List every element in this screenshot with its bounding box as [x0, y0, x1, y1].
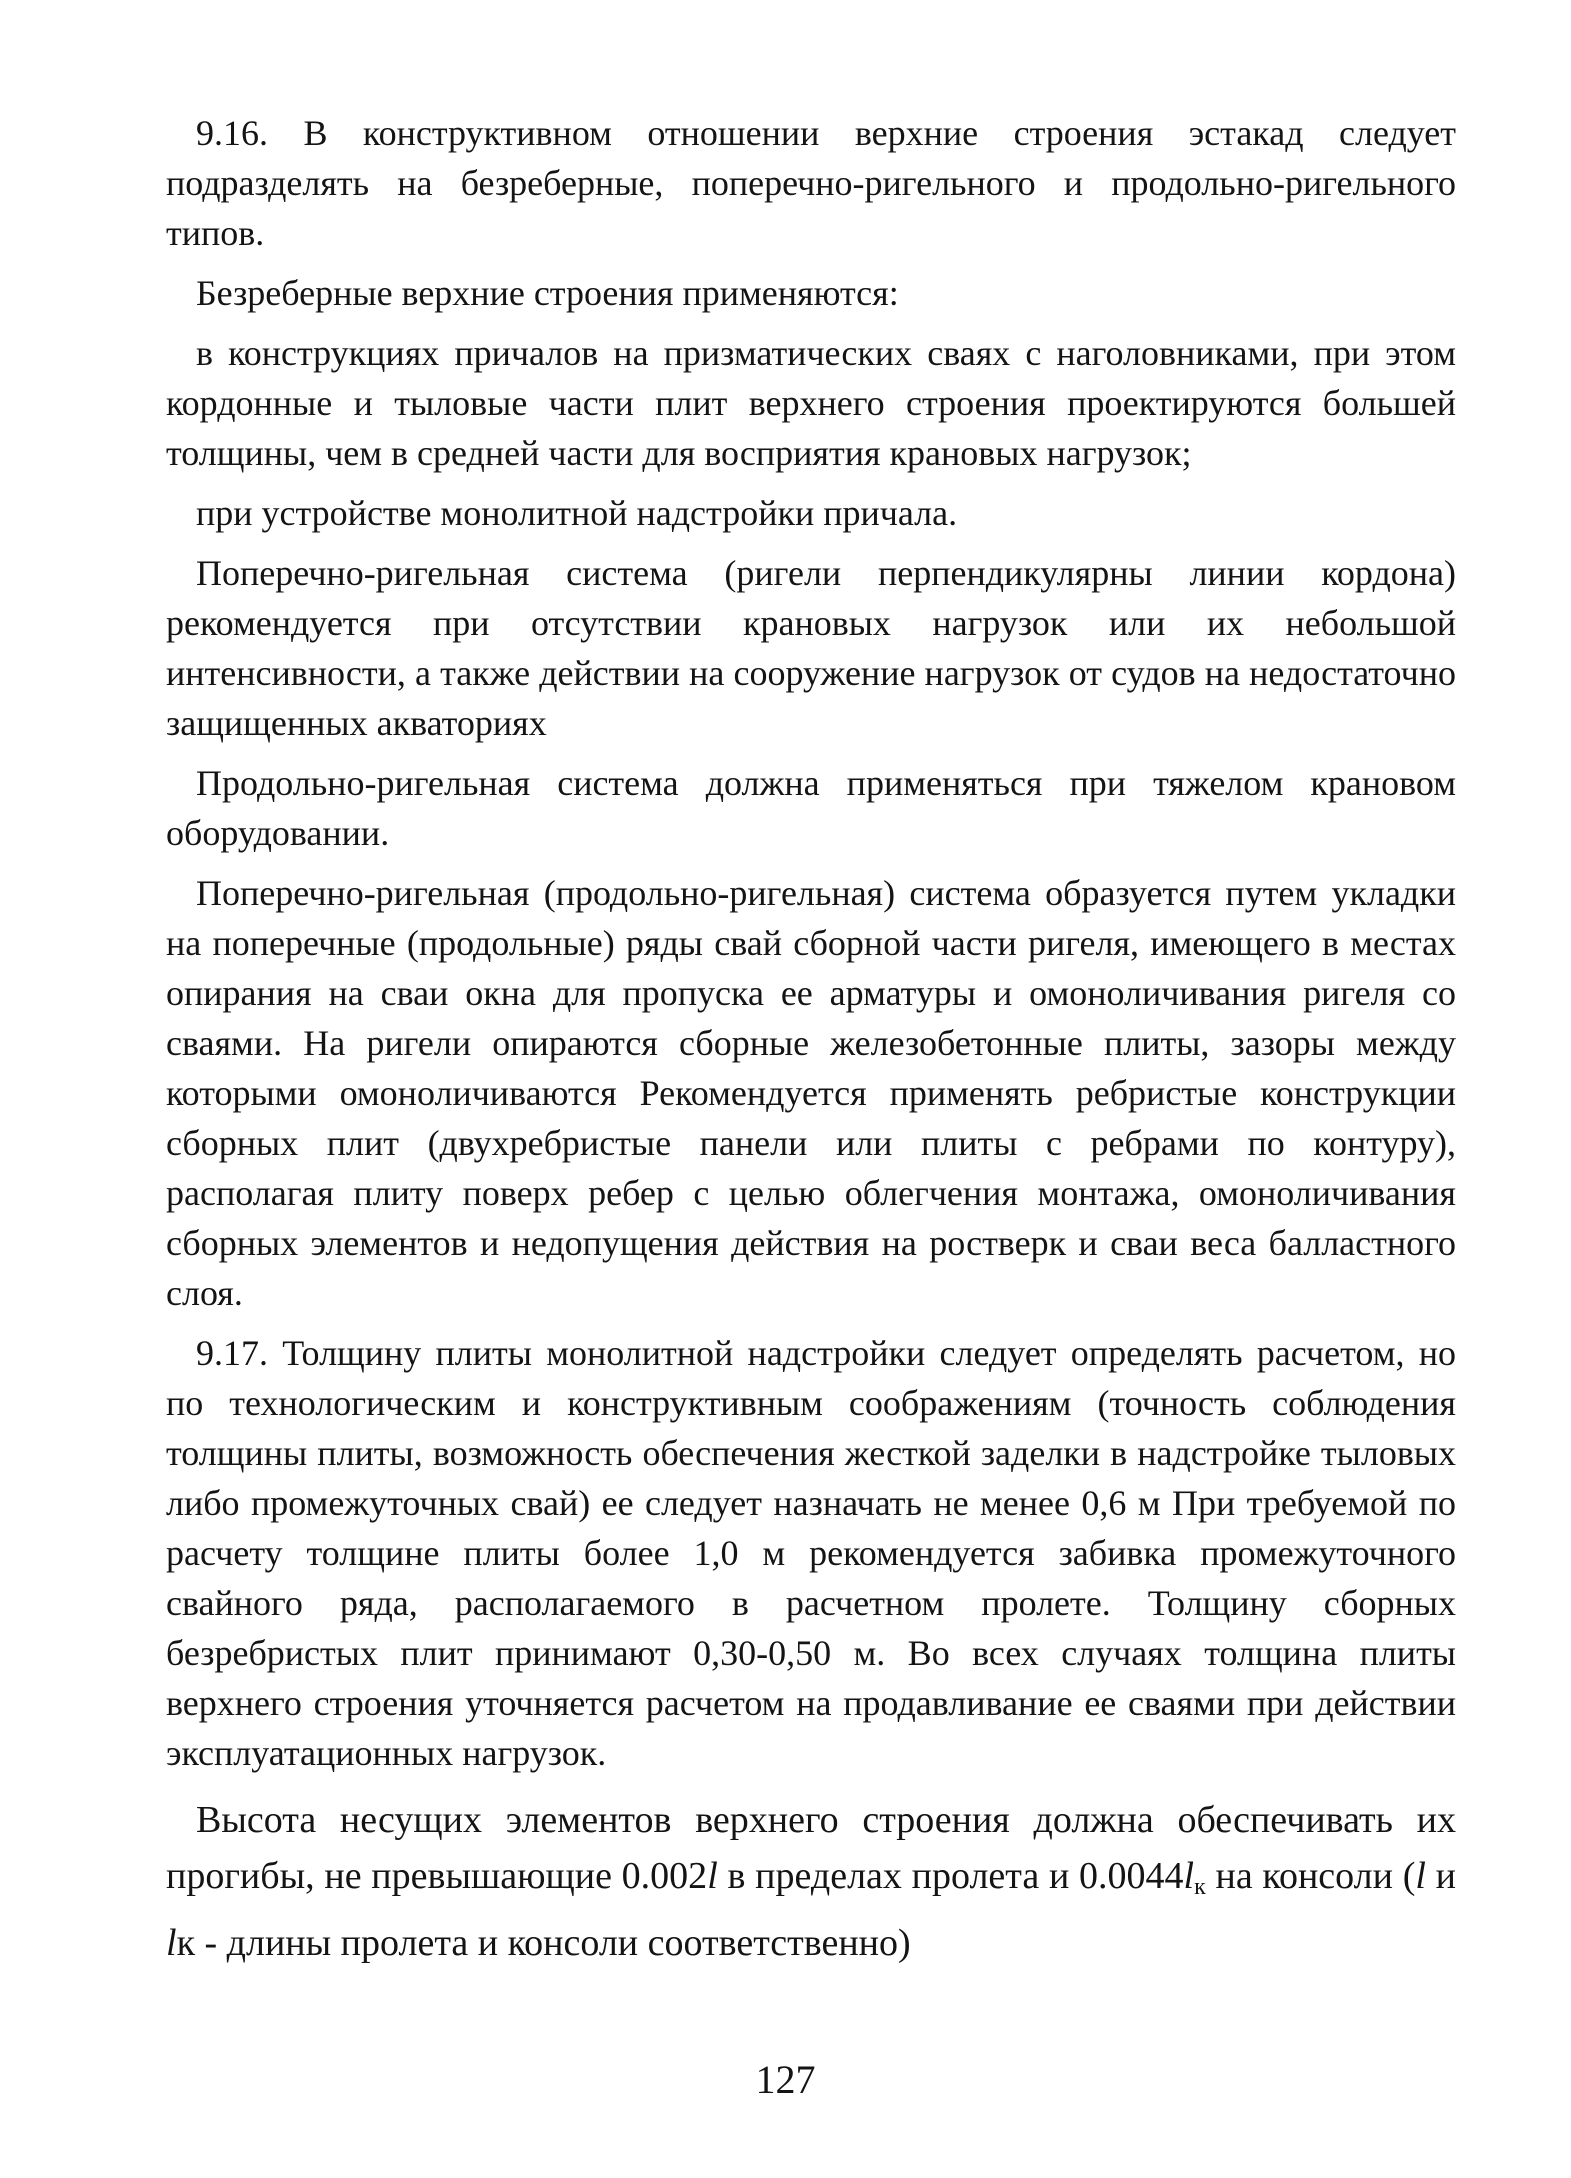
paragraph-system-construction: Поперечно-ригельная (продольно-ригельная) система образуется путем укладки на поперечные (продольные) ряды свай сборной части ригеля, имеющего в местах опирания на сваи окна для пропуска ее арматуры и омоноличивания ригеля со сваями. На ригели опираются сборные железобетонные плиты, зазоры между которыми омоноличиваются Рекомендуется применять ребристые конструкции сборных плит (двухребристые панели или плиты с ребрами по контуру), располагая плиту поверх ребер с целью облегчения монтажа, омоноличивания сборных элементов и недопущения действия на ростверк и сваи веса балластного слоя.: [166, 873, 1456, 1313]
paragraph-deflection: [166, 1792, 1456, 1971]
document-page: [166, 108, 1456, 1981]
console-symbol-legend: l: [166, 1922, 177, 1964]
deflection-text-3: на консоли (: [1205, 1855, 1416, 1897]
console-subscript: к: [1194, 1874, 1206, 1900]
paragraph-9-16: 9.16. В конструктивном отношении верхние строения эстакад следует подразделять на безреберные, поперечно-ригельного и продольно-ригельного типов.: [166, 113, 1456, 253]
paragraph-unribbed-intro: Безреберные верхние строения применяются:: [196, 273, 899, 313]
paragraph-unribbed-case-2: при устройстве монолитной надстройки причала.: [196, 493, 958, 533]
paragraph-9-17: 9.17. Толщину плиты монолитной надстройки следует определять расчетом, но по технологическим и конструктивным соображениям (точность соблюдения толщины плиты, возможность обеспечения жесткой заделки в надстройке тыловых либо промежуточных свай) ее следует назначать не менее 0,6 м При требуемой по расчету толщине плиты более 1,0 м рекомендуется забивка промежуточного свайного ряда, располагаемого в расчетном пролете. Толщину сборных безребристых плит принимают 0,30-0,50 м. Во всех случаях толщина плиты верхнего строения уточняется расчетом на продавливание ее сваями при действии эксплуатационных нагрузок.: [166, 1333, 1456, 1773]
span-symbol-legend: l: [1415, 1855, 1426, 1897]
deflection-text-4: и: [1425, 1855, 1456, 1897]
paragraph-transverse-system: Поперечно-ригельная система (ригели перпендикулярны линии кордона) рекомендуется при отсутствии крановых нагрузок или их небольшой интенсивности, а также действии на сооружение нагрузок от судов на недостаточно защищенных акваториях: [166, 553, 1456, 743]
paragraph-unribbed-case-1: в конструкциях причалов на призматических сваях с наголовниками, при этом кордонные и тыловые части плит верхнего строения проектируются большей толщины, чем в средней части для восприятия крановых нагрузок;: [166, 333, 1456, 473]
paragraph-longitudinal-system: Продольно-ригельная система должна применяться при тяжелом крановом оборудовании.: [166, 763, 1456, 853]
deflection-text-2: в пределах пролета и 0.0044: [717, 1855, 1184, 1897]
deflection-text-5: к - длины пролета и консоли соответственно): [176, 1922, 911, 1964]
deflection-text-1: Высота несущих элементов верхнего строения должна обеспечивать их прогибы, не превышающие 0.002: [166, 1799, 1456, 1897]
console-symbol: l: [1183, 1855, 1195, 1897]
span-symbol: l: [707, 1855, 718, 1897]
page-number: 127: [755, 2057, 816, 2102]
